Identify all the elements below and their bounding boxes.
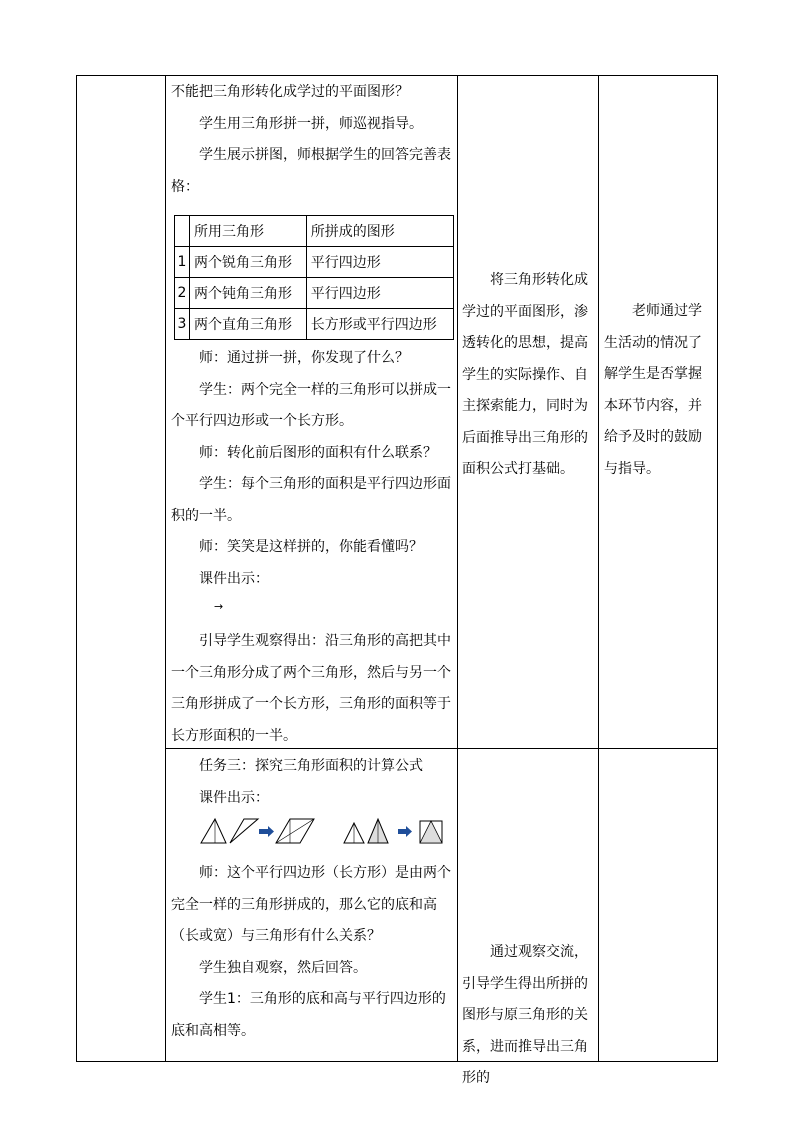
- row2-activity-cell: [171, 751, 453, 1047]
- table-cell: 两个钝角三角形: [190, 278, 307, 309]
- paragraph: 师：通过拼一拼，你发现了什么？: [199, 350, 409, 366]
- paragraph: 学生：每个三角形的面积是平行四边形面积的一半。: [171, 476, 451, 524]
- table-border-top: [76, 75, 718, 76]
- paragraph: 课件出示：: [199, 789, 269, 806]
- paragraph: 老师通过学生活动的情况了解学生是否掌握本环节内容，并给予及时的鼓励与指导。: [604, 303, 702, 477]
- col-divider-3: [457, 75, 458, 1062]
- paragraph: 任务三：探究三角形面积的计算公式: [199, 758, 423, 774]
- table-cell: 1: [175, 247, 190, 278]
- table-header-cell: 所拼成的图形: [306, 216, 453, 247]
- arrow-right-icon: [259, 829, 268, 834]
- table-cell: 两个直角三角形: [190, 309, 307, 340]
- table-row: [175, 247, 454, 278]
- paragraph: 引导学生观察得出：沿三角形的高把其中一个三角形分成了两个三角形，然后与另一个三角形拼成了一个长方形，三角形的面积等于长方形面积的一半。: [171, 633, 451, 744]
- arrow-right-icon: [268, 826, 274, 837]
- col-divider-5: [717, 75, 718, 1062]
- paragraph: 将三角形转化成学过的平面图形，渗透转化的思想，提高学生的实际操作、自主探索能力，同时为后面推导出三角形的面积公式打基础。: [462, 272, 588, 477]
- col-divider-4: [598, 75, 599, 1062]
- paragraph: 通过观察交流，引导学生得出所拼的图形与原三角形的关系，进而推导出三角形的: [462, 944, 588, 1086]
- table-row: [175, 278, 454, 309]
- table-header-row: [175, 216, 454, 247]
- table-cell: 平行四边形: [306, 278, 453, 309]
- table-header-cell: 所用三角形: [190, 216, 307, 247]
- paragraph: 学生1：三角形的底和高与平行四边形的底和高相等。: [171, 991, 446, 1039]
- paragraph: 师：转化前后图形的面积有什么联系？: [199, 444, 437, 461]
- arrow-right-icon: [398, 829, 406, 834]
- table-cell: 平行四边形: [306, 247, 453, 278]
- table-cell: 长方形或平行四边形: [306, 309, 453, 340]
- col-divider-1: [76, 75, 77, 1062]
- paragraph: 学生展示拼图，师根据学生的回答完善表格：: [171, 147, 451, 195]
- row2-design-intent-cell: [462, 937, 594, 1095]
- paragraph: 学生用三角形拼一拼，师巡视指导。: [199, 115, 423, 132]
- table-cell: 2: [175, 278, 190, 309]
- paragraph: 师：这个平行四边形（长方形）是由两个完全一样的三角形拼成的，那么它的底和高（长或宽）与三角形有什么关系？: [171, 865, 451, 944]
- row1-evaluation-cell: [604, 296, 712, 485]
- table-border-bottom: [76, 1061, 718, 1062]
- paragraph: 师：笑笑是这样拼的，你能看懂吗？: [199, 539, 423, 555]
- diagonal-line: [276, 819, 314, 843]
- row1-design-intent-cell: [462, 265, 594, 486]
- row1-activity-cell: [171, 77, 453, 203]
- arrow-right-icon: [406, 826, 412, 837]
- paragraph: 不能把三角形转化成学过的平面图形？: [171, 84, 409, 100]
- arrow-right-icon: →: [214, 600, 224, 613]
- table-cell: 3: [175, 309, 190, 340]
- triangle-combination-table: [174, 215, 454, 340]
- triangle-shape: [230, 819, 258, 843]
- triangle-figure: [196, 815, 446, 849]
- row1-activity-cell-continued: [171, 343, 453, 752]
- table-header-cell: [175, 216, 190, 247]
- triangle-shape: [201, 819, 226, 843]
- paragraph: 课件出示：: [199, 570, 269, 587]
- paragraph: 学生：两个完全一样的三角形可以拼成一个平行四边形或一个长方形。: [171, 381, 451, 429]
- paragraph: 学生独自观察，然后回答。: [199, 959, 367, 976]
- table-row: [175, 309, 454, 340]
- table-cell: 两个锐角三角形: [190, 247, 307, 278]
- col-divider-2: [165, 75, 166, 1062]
- triangle-shape: [420, 821, 442, 843]
